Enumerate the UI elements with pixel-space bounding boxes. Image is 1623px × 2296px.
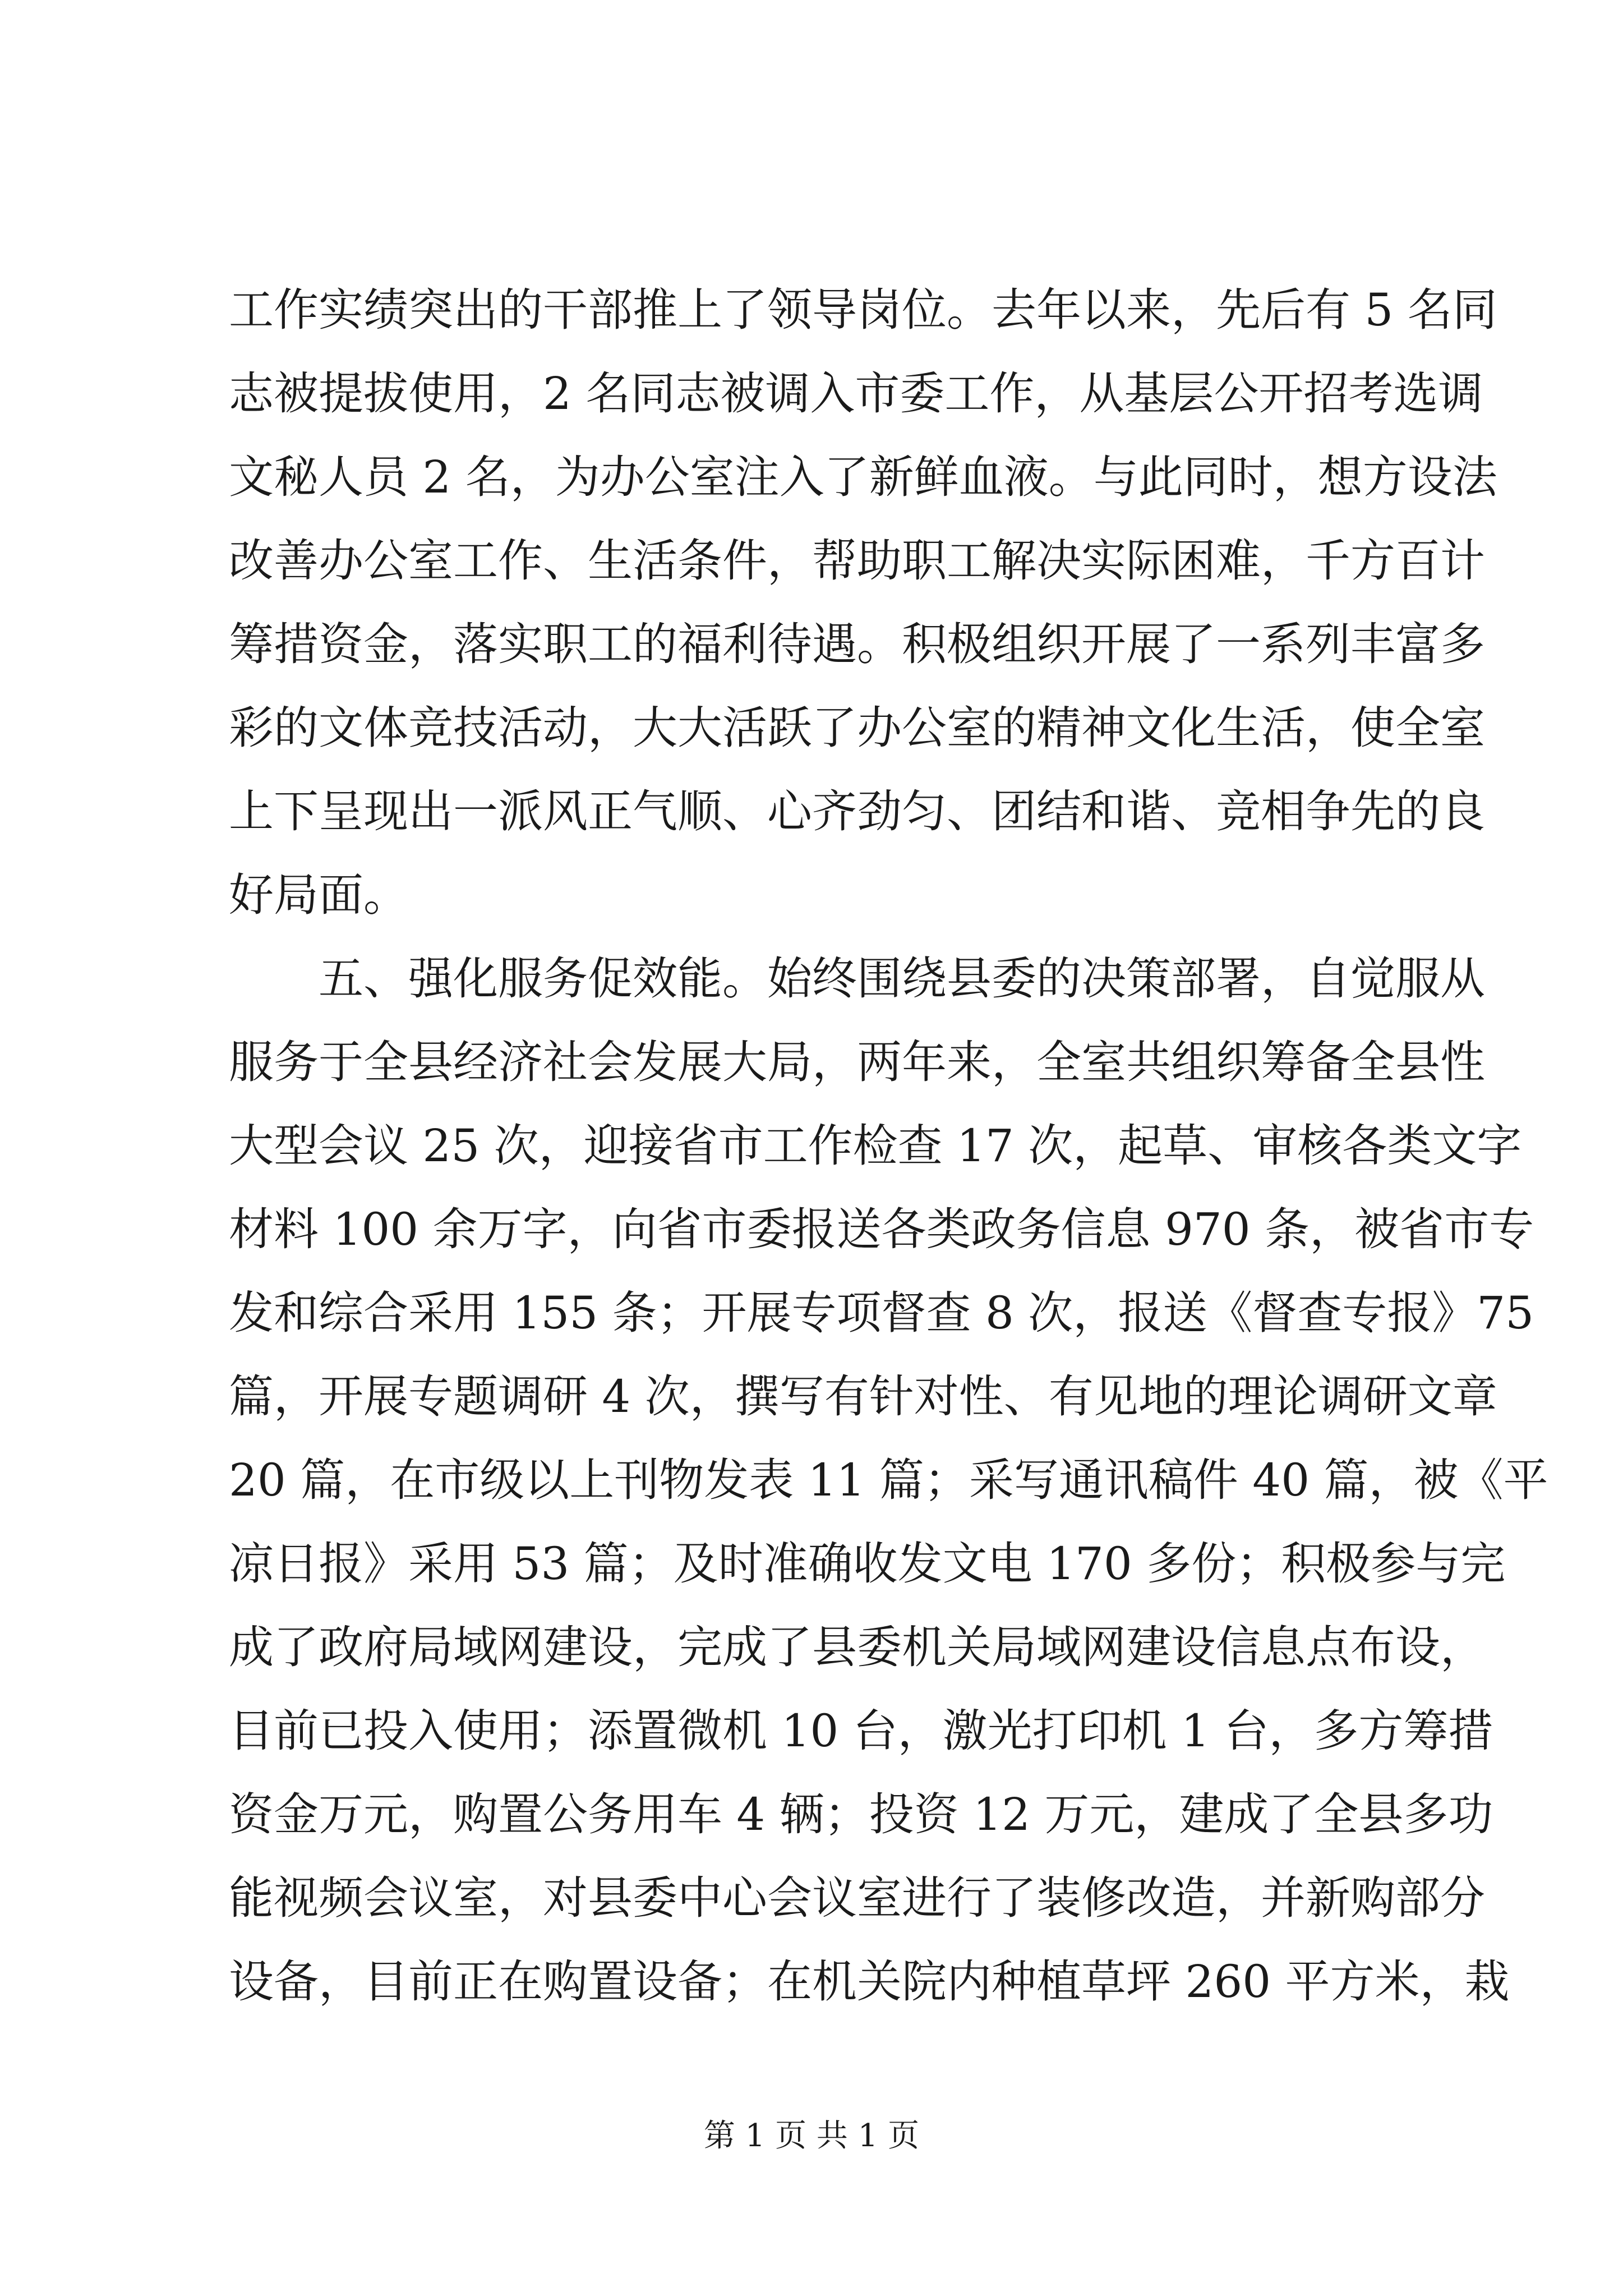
text-line: 彩的文体竞技活动，大大活跃了办公室的精神文化生活，使全室 — [229, 702, 1485, 754]
paragraph-2 — [229, 937, 1548, 2023]
text-line: 20 篇，在市级以上刊物发表 11 篇；采写通讯稿件 40 篇，被《平 — [229, 1454, 1548, 1506]
text-line: 成了政府局域网建设，完成了县委机关局域网建设信息点布设， — [229, 1621, 1485, 1673]
page-number-label: 第 1 页 共 1 页 — [703, 2118, 920, 2154]
text-line: 资金万元，购置公务用车 4 辆；投资 12 万元，建成了全县多功 — [229, 1788, 1493, 1841]
text-line: 发和综合采用 155 条；开展专项督查 8 次，报送《督查专报》75 — [229, 1287, 1534, 1339]
paragraph-1 — [229, 268, 1497, 937]
text-line: 设备，目前正在购置设备；在机关院内种植草坪 260 平方米，栽 — [229, 1955, 1510, 2008]
text-line: 筹措资金，落实职工的福利待遇。积极组织开展了一系列丰富多 — [229, 618, 1485, 670]
text-line: 材料 100 余万字，向省市委报送各类政务信息 970 条，被省市专 — [229, 1203, 1534, 1255]
text-line: 服务于全县经济社会发展大局，两年来，全室共组织筹备全县性 — [229, 1036, 1485, 1088]
text-line: 志被提拔使用，2 名同志被调入市委工作，从基层公开招考选调 — [229, 367, 1483, 420]
text-line: 目前已投入使用；添置微机 10 台，激光打印机 1 台，多方筹措 — [229, 1705, 1493, 1757]
text-line: 凉日报》采用 53 篇；及时准确收发文电 170 多份；积极参与完 — [229, 1538, 1506, 1590]
text-line: 文秘人员 2 名，为办公室注入了新鲜血液。与此同时，想方设法 — [229, 451, 1497, 503]
text-line: 上下呈现出一派风正气顺、心齐劲匀、团结和谐、竞相争先的良 — [229, 785, 1485, 838]
text-line: 篇，开展专题调研 4 次，撰写有针对性、有见地的理论调研文章 — [229, 1370, 1497, 1423]
page-footer — [0, 2114, 1623, 2159]
text-line: 改善办公室工作、生活条件，帮助职工解决实际困难，千方百计 — [229, 535, 1485, 587]
document-body — [229, 268, 1548, 2023]
text-line: 五、强化服务促效能。始终围绕县委的决策部署，自觉服从 — [229, 953, 1485, 1005]
text-line: 大型会议 25 次，迎接省市工作检查 17 次，起草、审核各类文字 — [229, 1120, 1522, 1172]
text-line: 好局面。 — [229, 869, 408, 921]
text-line: 工作实绩突出的干部推上了领导岗位。去年以来，先后有 5 名同 — [229, 284, 1497, 336]
text-line: 能视频会议室，对县委中心会议室进行了装修改造，并新购部分 — [229, 1872, 1485, 1924]
